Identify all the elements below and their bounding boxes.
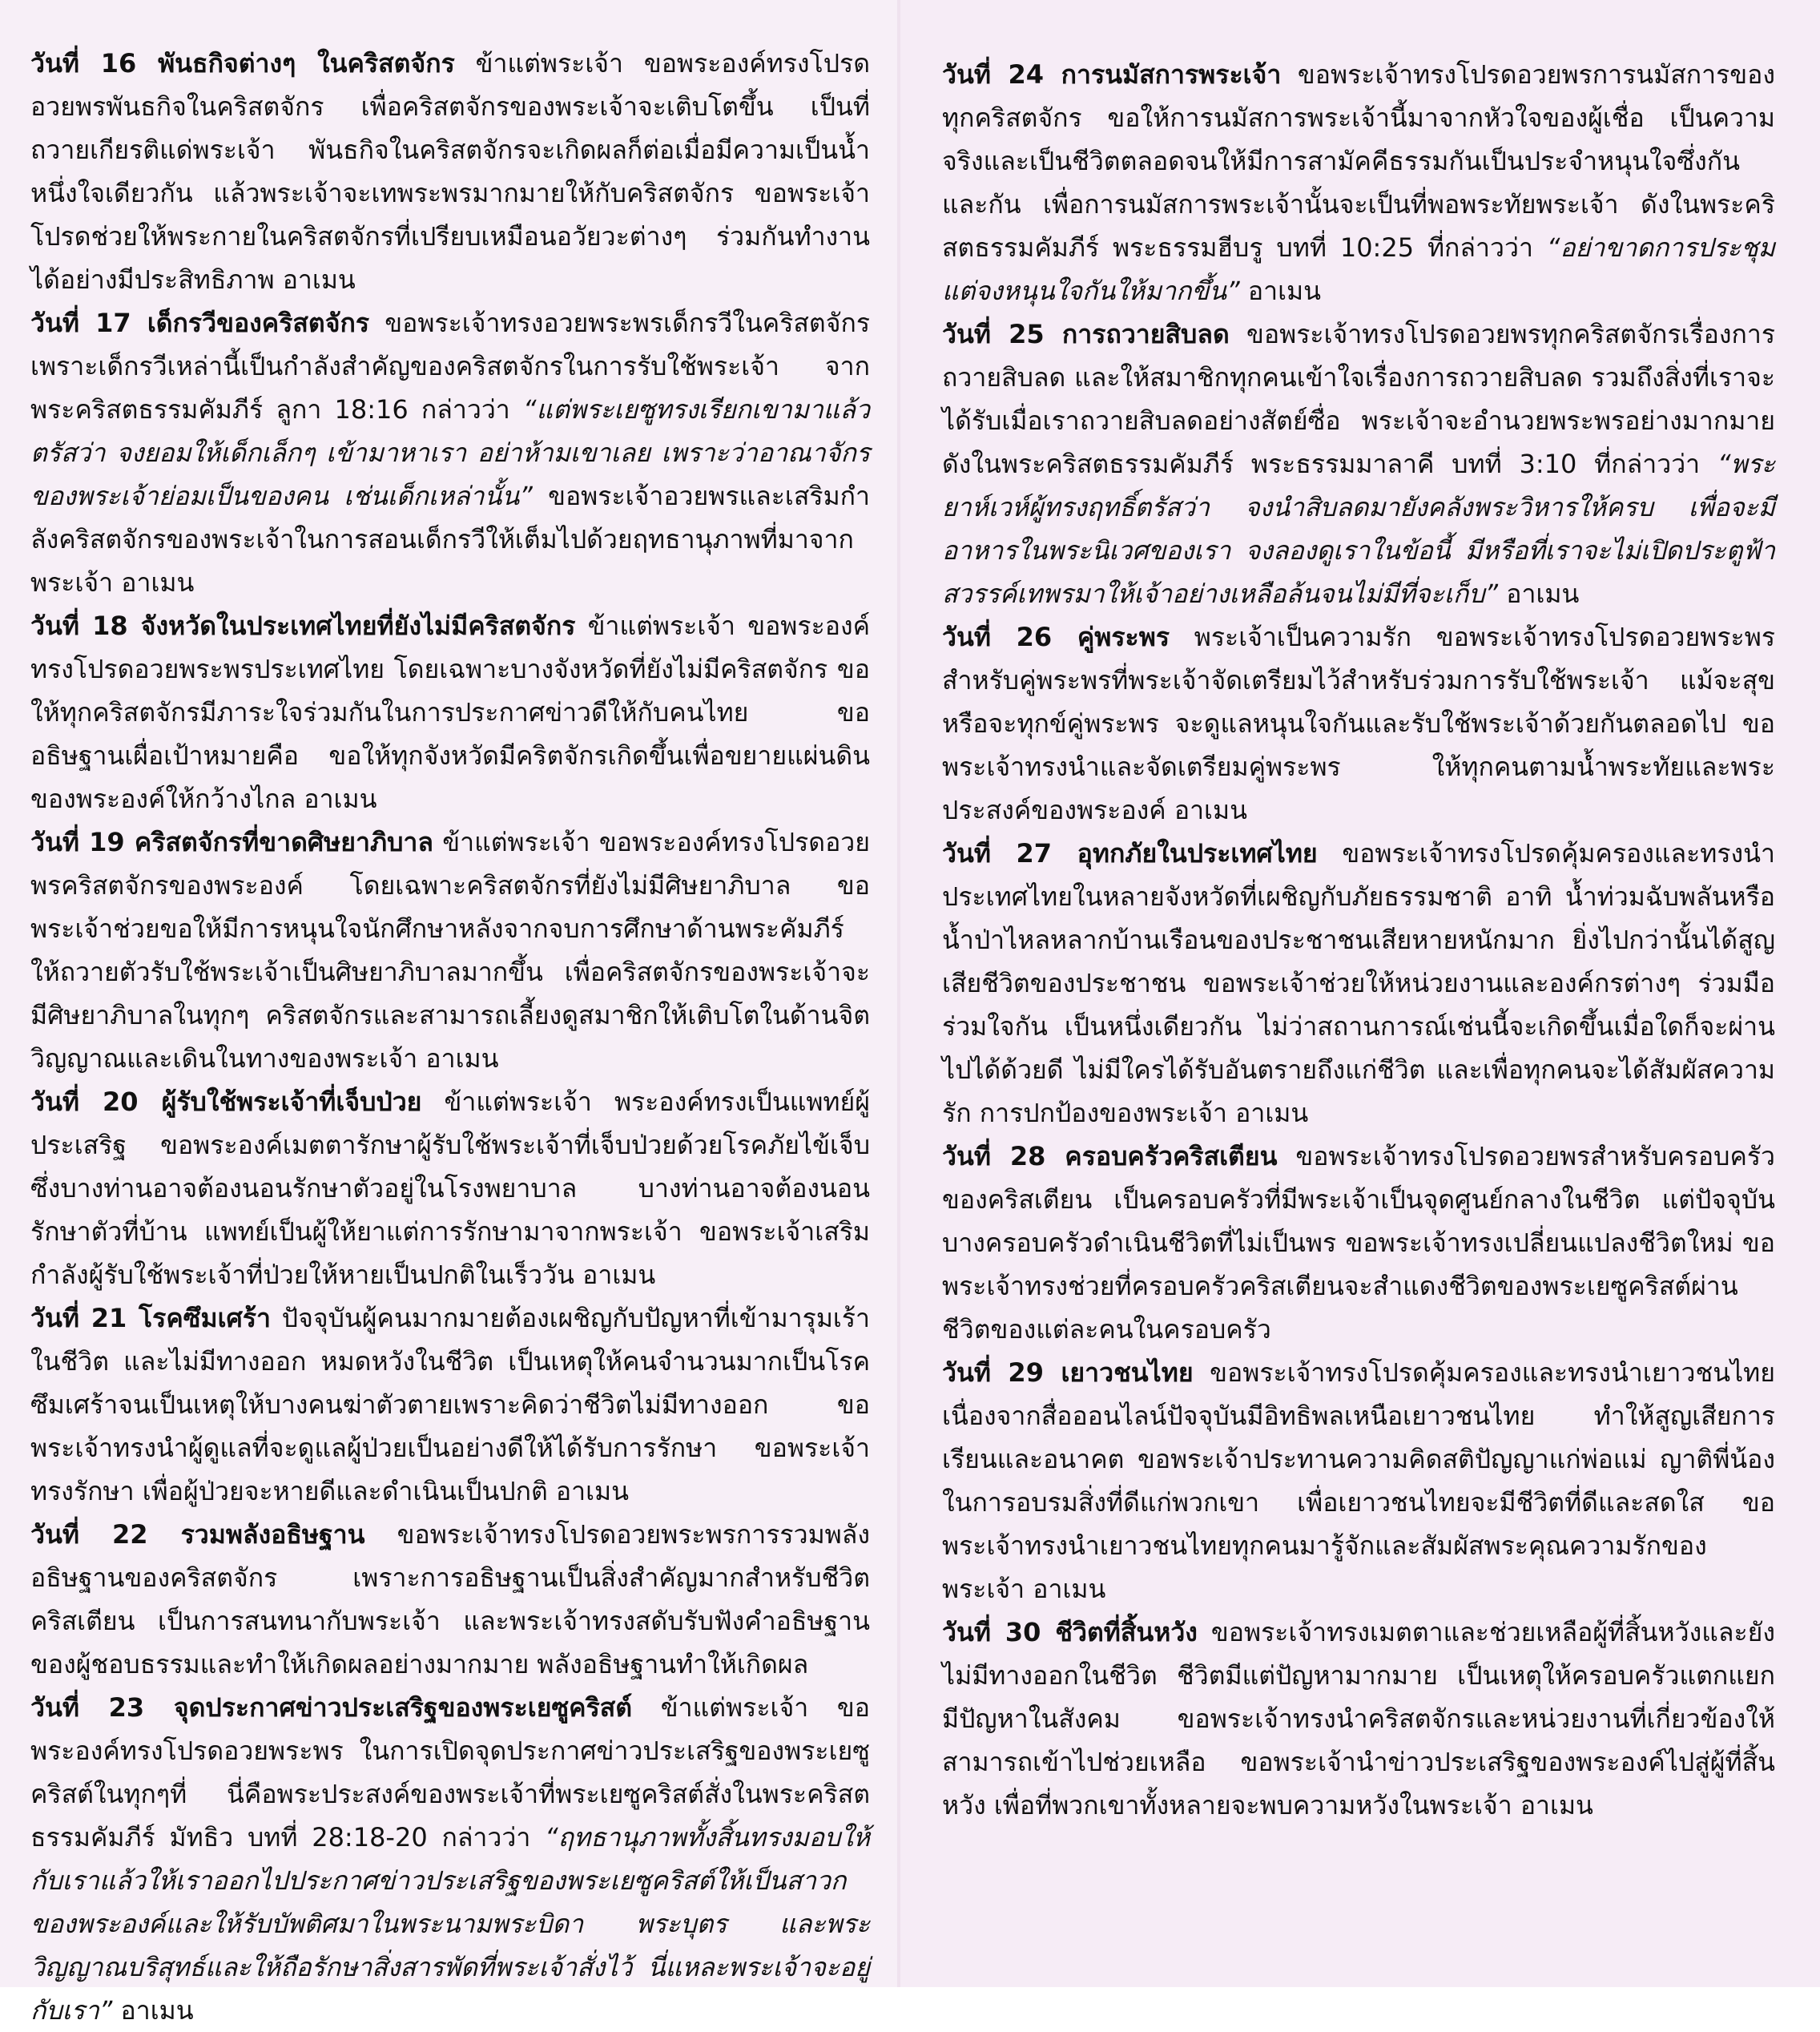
entry-heading: วันที่ 24 การนมัสการพระเจ้า bbox=[942, 59, 1282, 90]
prayer-entry-day-17 bbox=[30, 301, 870, 604]
entry-body: ปัจจุบันผู้คนมากมายต้องเผชิญกับปัญหาที่เข้ามารุมเร้าในชีวิต และไม่มีทางออก หมดหวังในชีวิต เป็นเหตุให้คนจำนวนมากเป็นโรคซึมเศร้าจนเป็นเหตุให้บางคนฆ่าตัวตายเพราะคิดว่าชีวิตไม่มีทางออก ขอพระเจ้าทรงนำผู้ดูแลที่จะดูแลผู้ป่วยเป็นอย่างดีให้ได้รับการรักษา ขอพระเจ้าทรงรักษา เพื่อผู้ป่วยจะหายดีและดำเนินเป็นปกติ อาเมน bbox=[30, 1303, 871, 1506]
entry-closing: ขอพระเจ้าอวยพรและเสริมกำลังคริสตจักรของพระเจ้าในการสอนเด็กรวีให้เต็มไปด้วยฤทธานุภาพที่มาจากพระเจ้า อาเมน bbox=[30, 481, 871, 598]
prayer-entry-day-18 bbox=[30, 604, 870, 820]
prayer-entry-day-16 bbox=[30, 42, 870, 301]
entry-heading: วันที่ 26 คู่พระพร bbox=[942, 622, 1170, 652]
entry-scripture-quote: “ฤทธานุภาพทั้งสิ้นทรงมอบให้กับเราแล้วให้เราออกไปประกาศข่าวประเสริฐของพระเยซูคริสต์ให้เป็นสาวกของพระองค์และให้รับบัพติศมาในพระนามพระบิดา พระบุตร และพระวิญญาณบริสุทธ์และให้ถือรักษาสิ่งสารพัดที่พระเจ้าสั่งไว้ นี่แหละพระเจ้าจะอยู่กับเรา” bbox=[30, 1822, 871, 2026]
entry-heading: วันที่ 22 รวมพลังอธิษฐาน bbox=[30, 1519, 365, 1550]
entry-body: ข้าแต่พระเจ้า ขอพระองค์ทรงโปรดอวยพระพร ในการเปิดจุดประกาศข่าวประเสริฐของพระเยซูคริสต์ในทุกๆที่ นี่คือพระประสงค์ของพระเจ้าที่พระเยซูคริสต์สั่งในพระคริสตธรรมคัมภีร์ มัทธิว บทที่ 28:18-20 กล่าวว่า bbox=[30, 1692, 870, 1853]
entry-closing: อาเมน bbox=[120, 1995, 194, 2026]
entry-heading: วันที่ 20 ผู้รับใช้พระเจ้าที่เจ็บป่วย bbox=[30, 1087, 422, 1117]
entry-body: ขอพระเจ้าทรงเมตตาและช่วยเหลือผู้ที่สิ้นหวังและยังไม่มีทางออกในชีวิต ชีวิตมีแต่ปัญหามากมาย เป็นเหตุให้ครอบครัวแตกแยก มีปัญหาในสังคม ขอพระเจ้าทรงนำคริสตจักรและหน่วยงานที่เกี่ยวข้องให้สามารถเข้าไปช่วยเหลือ ขอพระเจ้านำข่าวประเสริฐของพระองค์ไปสู่ผู้ที่สิ้นหวัง เพื่อที่พวกเขาทั้งหลายจะพบความหวังในพระเจ้า อาเมน bbox=[942, 1617, 1776, 1820]
entry-heading: วันที่ 30 ชีวิตที่สิ้นหวัง bbox=[942, 1617, 1198, 1647]
prayer-entry-day-24 bbox=[942, 53, 1775, 312]
entry-scripture-quote: “อย่าขาดการประชุม แต่จงหนุนใจกันให้มากขึ้น” bbox=[942, 232, 1776, 306]
entry-body: ขอพระเจ้าทรงอวยพระพรเด็กรวีในคริสตจักร เพราะเด็กรวีเหล่านี้เป็นกำลังสำคัญของคริสตจักรในการรับใช้พระเจ้า จากพระคริสตธรรมคัมภีร์ ลูกา 18:16 กล่าวว่า bbox=[30, 308, 871, 425]
prayer-entry-day-25 bbox=[942, 312, 1775, 615]
entry-body: ข้าแต่พระเจ้า ขอพระองค์ทรงโปรดอวยพรพันธกิจในคริสตจักร เพื่อคริสตจักรของพระเจ้าจะเติบโตขึ้น เป็นที่ถวายเกียรติแด่พระเจ้า พันธกิจในคริสตจักรจะเกิดผลก็ต่อเมื่อมีความเป็นน้ำหนึ่งใจเดียวกัน แล้วพระเจ้าจะเทพระพรมากมายให้กับคริสตจักร ขอพระเจ้าโปรดช่วยให้พระกายในคริสตจักรที่เปรียบเหมือนอวัยวะต่างๆ ร่วมกันทำงานได้อย่างมีประสิทธิภาพ อาเมน bbox=[30, 48, 871, 295]
entry-body: ขอพระเจ้าทรงโปรดอวยพรสำหรับครอบครัวของคริสเตียน เป็นครอบครัวที่มีพระเจ้าเป็นจุดศูนย์กลางในชีวิต แต่ปัจจุบันบางครอบครัวดำเนินชีวิตที่ไม่เป็นพร ขอพระเจ้าทรงเปลี่ยนแปลงชีวิตใหม่ ขอพระเจ้าทรงช่วยที่ครอบครัวคริสเตียนจะสำแดงชีวิตของพระเยซูคริสต์ผ่านชีวิตของแต่ละคนในครอบครัว bbox=[942, 1141, 1776, 1345]
entry-body: ขอพระเจ้าทรงโปรดอวยพรทุกคริสตจักรเรื่องการถวายสิบลด และให้สมาชิกทุกคนเข้าใจเรื่องการถวายสิบลด รวมถึงสิ่งที่เราจะได้รับเมื่อเราถวายสิบลดอย่างสัตย์ซื่อ พระเจ้าจะอำนวยพระพรอย่างมากมาย ดังในพระคริสตธรรมคัมภีร์ พระธรรมมาลาคี บทที่ 3:10 ที่กล่าวว่า bbox=[942, 319, 1776, 479]
entry-body: ขอพระเจ้าทรงโปรดคุ้มครองและทรงนำเยาวชนไทยเนื่องจากสื่อออนไลน์ปัจจุบันมีอิทธิพลเหนือเยาวชนไทย ทำให้สูญเสียการเรียนและอนาคต ขอพระเจ้าประทานความคิดสติปัญญาแก่พ่อแม่ ญาติพี่น้องในการอบรมสิ่งที่ดีแก่พวกเขา เพื่อเยาวชนไทยจะมีชีวิตที่ดีและสดใส ขอพระเจ้าทรงนำเยาวชนไทยทุกคนมารู้จักและสัมผัสพระคุณความรักของพระเจ้า อาเมน bbox=[942, 1357, 1776, 1604]
entry-heading: วันที่ 28 ครอบครัวคริสเตียน bbox=[942, 1141, 1278, 1171]
prayer-entry-day-22 bbox=[30, 1513, 870, 1686]
entry-body: พระเจ้าเป็นความรัก ขอพระเจ้าทรงโปรดอวยพระพร สำหรับคู่พระพรที่พระเจ้าจัดเตรียมไว้สำหรับร่วมการรับใช้พระเจ้า แม้จะสุขหรือจะทุกข์คู่พระพร จะดูแลหนุนใจกันและรับใช้พระเจ้าด้วยกันตลอดไป ขอพระเจ้าทรงนำและจัดเตรียมคู่พระพร ให้ทุกคนตามน้ำพระทัยและพระประสงค์ของพระองค์ อาเมน bbox=[942, 622, 1776, 825]
entry-heading: วันที่ 29 เยาวชนไทย bbox=[942, 1357, 1194, 1388]
prayer-entry-day-26 bbox=[942, 615, 1775, 832]
prayer-entry-day-20 bbox=[30, 1080, 870, 1296]
entry-body: ขอพระเจ้าทรงโปรดคุ้มครองและทรงนำประเทศไทยในหลายจังหวัดที่เผชิญกับภัยธรรมชาติ อาทิ น้ำท่วมฉับพลันหรือน้ำป่าไหลหลากบ้านเรือนของประชาชนเสียหายหนักมาก ยิ่งไปกว่านั้นได้สูญเสียชีวิตของประชาชน ขอพระเจ้าช่วยให้หน่วยงานและองค์กรต่างๆ ร่วมมือร่วมใจกัน เป็นหนึ่งเดียวกัน ไม่ว่าสถานการณ์เช่นนี้จะเกิดขึ้นเมื่อใดก็จะผ่านไปได้ด้วยดี ไม่มีใครได้รับอันตรายถึงแก่ชีวิต และเพื่อทุกคนจะได้สัมผัสความรัก การปกป้องของพระเจ้า อาเมน bbox=[942, 838, 1776, 1128]
entry-body: ข้าแต่พระเจ้า ขอพระองค์ทรงโปรดอวยพระพรประเทศไทย โดยเฉพาะบางจังหวัดที่ยังไม่มีคริสตจักร ขอให้ทุกคริสตจักรมีภาระใจร่วมกันในการประกาศข่าวดีให้กับคนไทย ขออธิษฐานเผื่อเป้าหมายคือ ขอให้ทุกจังหวัดมีคริตจักรเกิดขึ้นเพื่อขยายแผ่นดินของพระองค์ให้กว้างไกล อาเมน bbox=[30, 611, 870, 814]
right-column bbox=[897, 0, 1820, 1987]
prayer-entry-day-29 bbox=[942, 1351, 1775, 1611]
prayer-entry-day-28 bbox=[942, 1135, 1775, 1351]
entry-scripture-quote: “พระยาห์เวห์ผู้ทรงฤทธิ์ตรัสว่า จงนำสิบลดมายังคลังพระวิหารให้ครบ เพื่อจะมีอาหารในพระนิเวศของเรา จงลองดูเราในข้อนี้ มีหรือที่เราจะไม่เปิดประตูฟ้าสวรรค์เทพรมาให้เจ้าอย่างเหลือล้นจนไม่มีที่จะเก็บ” bbox=[942, 449, 1775, 609]
entry-heading: วันที่ 18 จังหวัดในประเทศไทยที่ยังไม่มีคริสตจักร bbox=[30, 611, 576, 641]
prayer-entry-day-19 bbox=[30, 820, 870, 1080]
entry-body: ขอพระเจ้าทรงโปรดอวยพระพรการรวมพลังอธิษฐานของคริสตจักร เพราะการอธิษฐานเป็นสิ่งสำคัญมากสำหรับชีวิตคริสเตียน เป็นการสนทนากับพระเจ้า และพระเจ้าทรงสดับรับฟังคำอธิษฐานของผู้ชอบธรรมและทำให้เกิดผลอย่างมากมาย พลังอธิษฐานทำให้เกิดผล bbox=[30, 1519, 870, 1679]
prayer-entry-day-21 bbox=[30, 1296, 870, 1513]
entry-heading: วันที่ 23 จุดประกาศข่าวประเสริฐของพระเยซูคริสต์ bbox=[30, 1692, 633, 1723]
prayer-entry-day-23 bbox=[30, 1686, 870, 2032]
entry-heading: วันที่ 16 พันธกิจต่างๆ ในคริสตจักร bbox=[30, 48, 455, 79]
entry-body: ข้าแต่พระเจ้า พระองค์ทรงเป็นแพทย์ผู้ประเสริฐ ขอพระองค์เมตตารักษาผู้รับใช้พระเจ้าที่เจ็บป่วยด้วยโรคภัยไข้เจ็บซึ่งบางท่านอาจต้องนอนรักษาตัวอยู่ในโรงพยาบาล บางท่านอาจต้องนอนรักษาตัวที่บ้าน แพทย์เป็นผู้ให้ยาแต่การรักษามาจากพระเจ้า ขอพระเจ้าเสริมกำลังผู้รับใช้พระเจ้าที่ป่วยให้หายเป็นปกติในเร็ววัน อาเมน bbox=[30, 1087, 870, 1290]
entry-heading: วันที่ 27 อุทกภัยในประเทศไทย bbox=[942, 838, 1318, 869]
entry-body: ขอพระเจ้าทรงโปรดอวยพรการนมัสการของทุกคริสตจักร ขอให้การนมัสการพระเจ้านี้มาจากหัวใจของผู้เชื่อ เป็นความจริงและเป็นชีวิตตลอดจนให้มีการสามัคคีธรรมกันเป็นประจำหนุนใจซึ่งกันและกัน เพื่อการนมัสการพระเจ้านั้นจะเป็นที่พอพระทัยพระเจ้า ดังในพระคริสตธรรมคัมภีร์ พระธรรมฮีบรู บทที่ 10:25 ที่กล่าวว่า bbox=[942, 59, 1776, 263]
entry-heading: วันที่ 17 เด็กรวีของคริสตจักร bbox=[30, 308, 370, 338]
entry-heading: วันที่ 25 การถวายสิบลด bbox=[942, 319, 1230, 349]
prayer-entry-day-30 bbox=[942, 1611, 1775, 1827]
entry-heading: วันที่ 19 คริสตจักรที่ขาดศิษยาภิบาล bbox=[30, 827, 433, 857]
entry-closing: อาเมน bbox=[1506, 579, 1580, 609]
left-column bbox=[0, 0, 897, 2026]
entry-closing: อาเมน bbox=[1247, 276, 1321, 306]
entry-body: ข้าแต่พระเจ้า ขอพระองค์ทรงโปรดอวยพรคริสตจักรของพระองค์ โดยเฉพาะคริสตจักรที่ยังไม่มีศิษยาภิบาล ขอพระเจ้าช่วยขอให้มีการหนุนใจนักศึกษาหลังจากจบการศึกษาด้านพระคัมภีร์ ให้ถวายตัวรับใช้พระเจ้าเป็นศิษยาภิบาลมากขึ้น เพื่อคริสตจักรของพระเจ้าจะมีศิษยาภิบาลในทุกๆ คริสตจักรและสามารถเลี้ยงดูสมาชิกให้เติบโตในด้านจิตวิญญาณและเดินในทางของพระเจ้า อาเมน bbox=[30, 827, 871, 1074]
prayer-entry-day-27 bbox=[942, 832, 1775, 1135]
entry-scripture-quote: “แต่พระเยซูทรงเรียกเขามาแล้วตรัสว่า จงยอมให้เด็กเล็กๆ เข้ามาหาเรา อย่าห้ามเขาเลย เพราะว่าอาณาจักรของพระเจ้าย่อมเป็นของคน เช่นเด็กเหล่านั้น” bbox=[30, 394, 870, 511]
entry-heading: วันที่ 21 โรคซึมเศร้า bbox=[30, 1303, 271, 1333]
